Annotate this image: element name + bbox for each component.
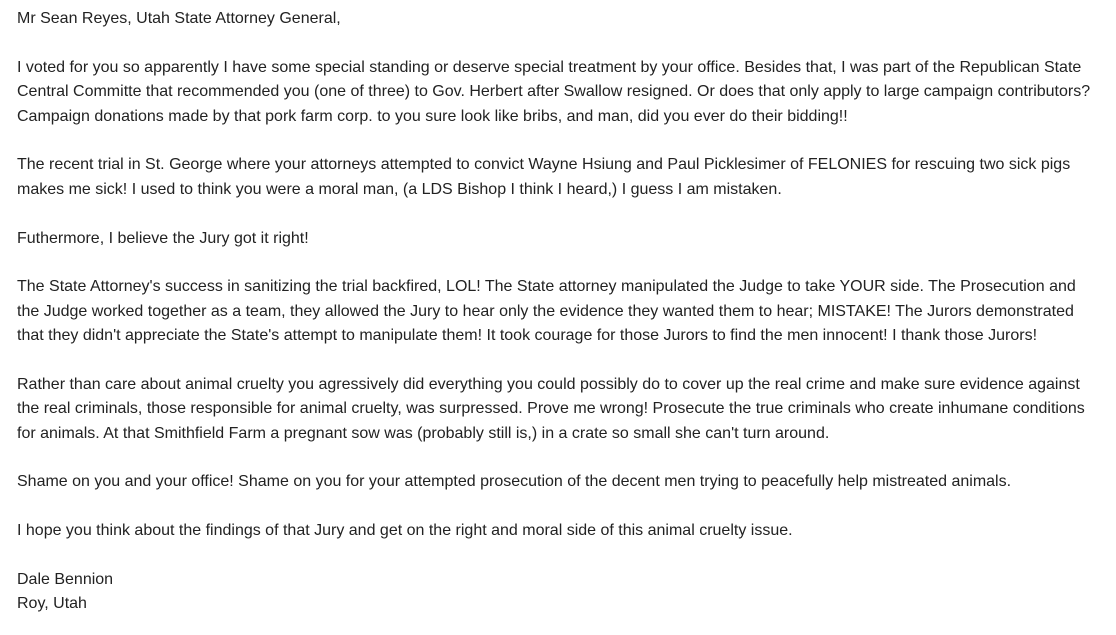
paragraph-line: for animals. At that Smithfield Farm a pregnant sow was (probably still is,) in a crate so small she can't turn around.: [17, 424, 830, 442]
paragraph-line: Rather than care about animal cruelty you agressively did everything you could possibly do to cover up the real crime and make sure evidence against: [17, 375, 1080, 393]
paragraph-line: Shame on you and your office! Shame on you for your attempted prosecution of the decent men trying to peacefully help mistreated animals.: [17, 473, 1012, 491]
paragraph-vote: [17, 56, 1116, 129]
paragraph-shame: [17, 470, 1116, 494]
paragraph-line: the real criminals, those responsible for animal cruelty, was surpressed. Prove me wrong! Prosecute the true criminals who create inhumane conditions: [17, 400, 1085, 418]
paragraph-trial: [17, 153, 1116, 202]
paragraph-line: makes me sick! I used to think you were a moral man, (a LDS Bishop I think I heard,) I guess I am mistaken.: [17, 180, 782, 198]
paragraph-line: Campaign donations made by that pork farm corp. to you sure look like bribs, and man, did you ever do their bidding!!: [17, 107, 848, 125]
paragraph-line: The State Attorney's success in sanitizing the trial backfired, LOL! The State attorney manipulated the Judge to take YOUR side. The Prosecution and: [17, 278, 1076, 296]
paragraph-line: The recent trial in St. George where your attorneys attempted to convict Wayne Hsiung and Paul Picklesimer of FELONIES for rescuing two sick pigs: [17, 156, 1071, 174]
paragraph-line: Futhermore, I believe the Jury got it right!: [17, 229, 309, 247]
paragraph-prosecution: [17, 275, 1116, 348]
paragraph-gap: [17, 251, 1116, 275]
paragraph-line: that they didn't appreciate the State's attempt to manipulate them! It took courage for those Jurors to find the men innocent! I thank those Jurors!: [17, 327, 1038, 345]
paragraph-hope: [17, 519, 1116, 543]
paragraph-jury: [17, 227, 1116, 251]
paragraph-gap: [17, 495, 1116, 519]
signature-name: Dale Bennion: [17, 570, 114, 588]
signature-block: [17, 568, 1116, 617]
paragraph-line: I voted for you so apparently I have some special standing or deserve special treatment by your office. Besides that, I was part of the Republican State: [17, 58, 1082, 76]
paragraph-cruelty: [17, 373, 1116, 446]
paragraph-gap: [17, 544, 1116, 568]
paragraph-gap: [17, 202, 1116, 226]
salutation: Mr Sean Reyes, Utah State Attorney General,: [17, 10, 341, 27]
paragraph-gap: [17, 348, 1116, 372]
paragraph-line: Central Committe that recommended you (one of three) to Gov. Herbert after Swallow resigned. Or does that only apply to large campaign contributors?: [17, 83, 1091, 101]
paragraph-gap: [17, 129, 1116, 153]
paragraph-line: the Judge worked together as a team, they allowed the Jury to hear only the evidence they wanted them to hear; MISTAKE! The Jurors demonstrated: [17, 302, 1074, 320]
paragraph-gap: [17, 31, 1116, 55]
paragraph-line: I hope you think about the findings of that Jury and get on the right and moral side of this animal cruelty issue.: [17, 522, 793, 540]
paragraph-gap: [17, 446, 1116, 470]
signature-location: Roy, Utah: [17, 595, 87, 613]
